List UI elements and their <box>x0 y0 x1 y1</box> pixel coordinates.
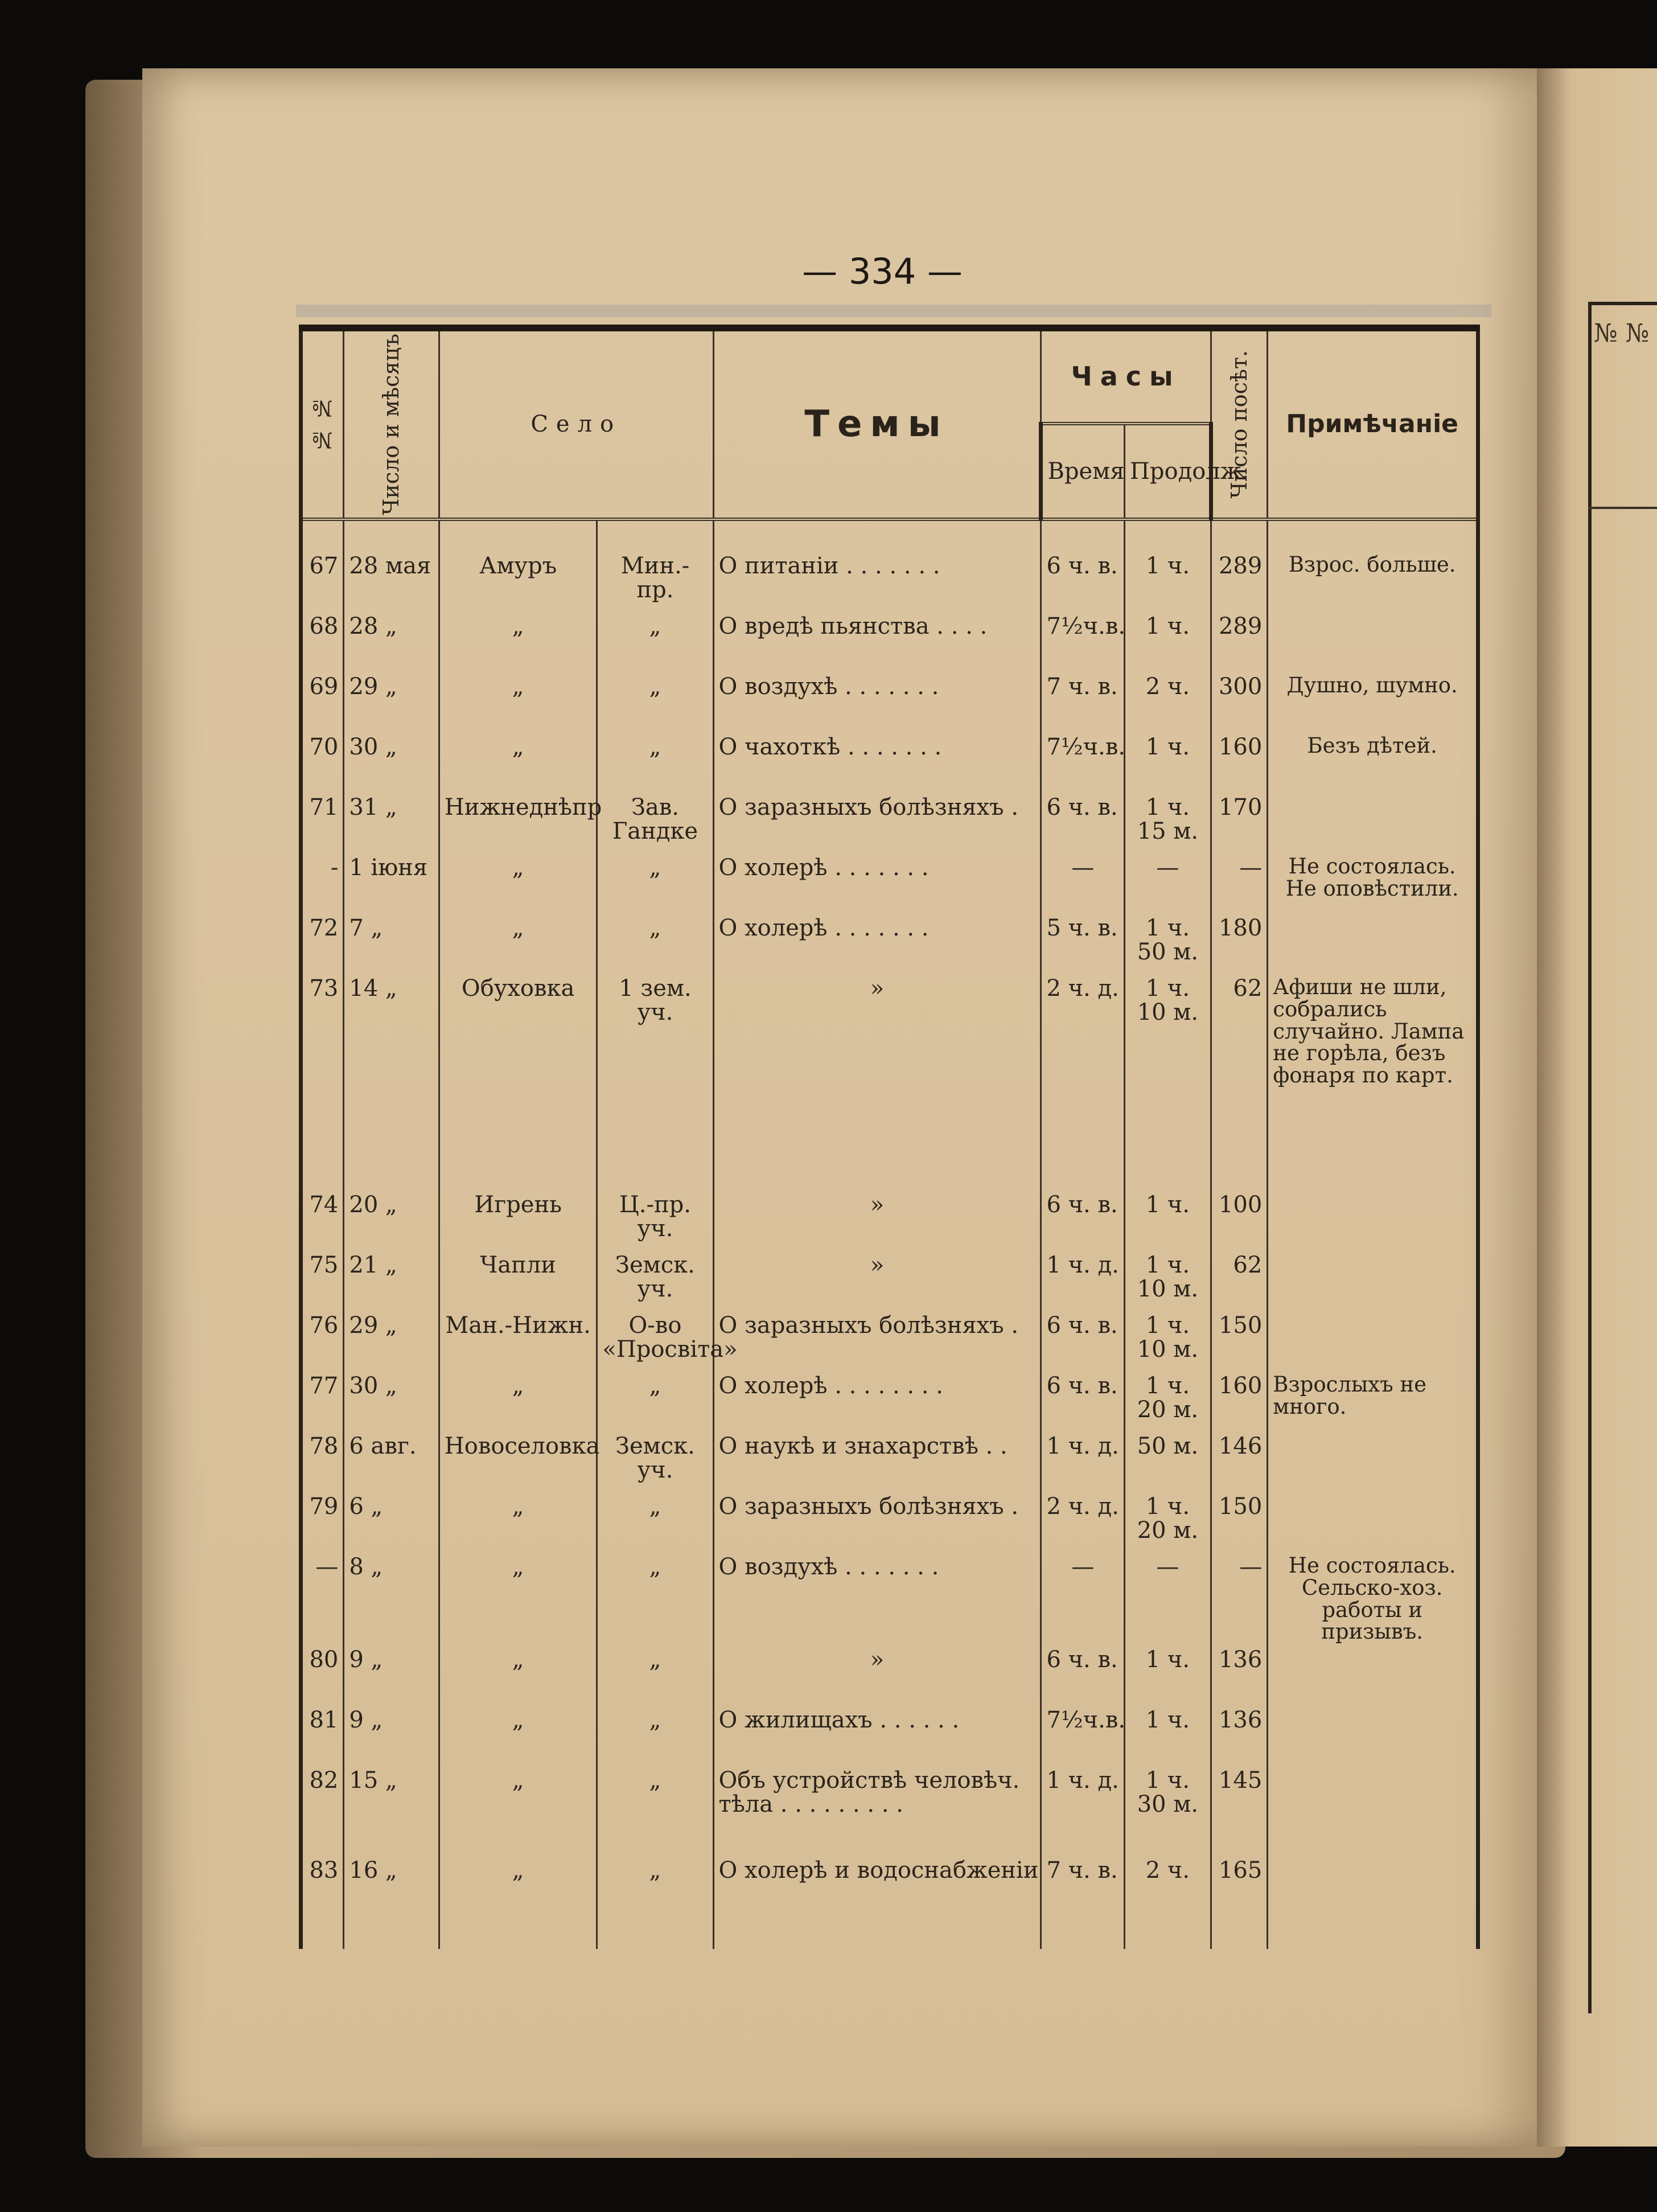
row-no: 69 <box>301 672 344 733</box>
row-place: „ <box>597 1766 713 1856</box>
row-date: 20 „ <box>344 1191 439 1251</box>
row-topic: » <box>713 974 1041 1191</box>
row-topic: О жилищахъ . . . . . . <box>713 1706 1041 1766</box>
row-note: Взрос. больше. <box>1268 519 1478 612</box>
row-note: Безъ дѣтей. <box>1268 733 1478 793</box>
facing-table-edge <box>1588 302 1657 2013</box>
row-topic: О чахоткѣ . . . . . . . <box>713 733 1041 793</box>
row-date: 8 „ <box>344 1553 439 1645</box>
row-time: 7 ч. в. <box>1041 1856 1125 1949</box>
col-header-visitors: Число посѣт. <box>1211 328 1267 519</box>
row-topic: О холерѣ . . . . . . . . <box>713 1372 1041 1432</box>
row-time: 7½ч.в. <box>1041 733 1125 793</box>
row-village: „ <box>439 1645 597 1706</box>
row-no: 76 <box>301 1311 344 1372</box>
row-date: 1 іюня <box>344 853 439 914</box>
row-duration: 1 ч. <box>1125 733 1211 793</box>
row-time: 6 ч. в. <box>1041 519 1125 612</box>
row-date: 14 „ <box>344 974 439 1191</box>
row-no: 68 <box>301 612 344 672</box>
row-time: 2 ч. д. <box>1041 1492 1125 1553</box>
table-row <box>301 612 1478 672</box>
row-duration: — <box>1125 1553 1211 1645</box>
table-row <box>301 672 1478 733</box>
row-time: — <box>1041 1553 1125 1645</box>
row-time: 6 ч. в. <box>1041 1645 1125 1706</box>
row-visitors: 289 <box>1211 519 1267 612</box>
row-duration: 1 ч. 15 м. <box>1125 793 1211 853</box>
row-date: 28 мая <box>344 519 439 612</box>
row-time: 6 ч. в. <box>1041 1191 1125 1251</box>
row-topic: О питаніи . . . . . . . <box>713 519 1041 612</box>
table-row <box>301 793 1478 853</box>
row-note <box>1268 793 1478 853</box>
row-visitors: 136 <box>1211 1645 1267 1706</box>
row-note <box>1268 1856 1478 1949</box>
row-time: 7½ч.в. <box>1041 612 1125 672</box>
table-row <box>301 974 1478 1191</box>
row-visitors: 165 <box>1211 1856 1267 1949</box>
row-no: 79 <box>301 1492 344 1553</box>
table-row <box>301 1432 1478 1492</box>
row-note <box>1268 1191 1478 1251</box>
row-no: 82 <box>301 1766 344 1856</box>
row-duration: 1 ч. <box>1125 612 1211 672</box>
row-place: О-во «Просвіта» <box>597 1311 713 1372</box>
row-visitors: — <box>1211 853 1267 914</box>
row-visitors: 62 <box>1211 1251 1267 1311</box>
row-time: 7½ч.в. <box>1041 1706 1125 1766</box>
row-place: Земск. уч. <box>597 1251 713 1311</box>
row-date: 31 „ <box>344 793 439 853</box>
row-village: „ <box>439 853 597 914</box>
row-topic: О заразныхъ болѣзняхъ . <box>713 1492 1041 1553</box>
row-place: „ <box>597 672 713 733</box>
row-date: 6 авг. <box>344 1432 439 1492</box>
row-visitors: 150 <box>1211 1311 1267 1372</box>
row-time: 6 ч. в. <box>1041 1311 1125 1372</box>
row-village: „ <box>439 1492 597 1553</box>
row-date: 30 „ <box>344 1372 439 1432</box>
row-topic: О холерѣ и водоснабженіи <box>713 1856 1041 1949</box>
row-date: 7 „ <box>344 914 439 974</box>
table-row <box>301 1645 1478 1706</box>
row-place: „ <box>597 1706 713 1766</box>
row-note: Не состоялась. Сельско-хоз. работы и призывъ. <box>1268 1553 1478 1645</box>
row-village: Новоселовка <box>439 1432 597 1492</box>
row-village: Чапли <box>439 1251 597 1311</box>
row-duration: 50 м. <box>1125 1432 1211 1492</box>
row-duration: 1 ч. 20 м. <box>1125 1372 1211 1432</box>
row-place: „ <box>597 612 713 672</box>
row-visitors: 180 <box>1211 914 1267 974</box>
row-village: Игрень <box>439 1191 597 1251</box>
col-header-topics: Темы <box>713 328 1041 519</box>
row-duration: 1 ч. 10 м. <box>1125 1311 1211 1372</box>
row-place: „ <box>597 1856 713 1949</box>
row-topic: О вредѣ пьянства . . . . <box>713 612 1041 672</box>
row-no: 78 <box>301 1432 344 1492</box>
row-village: „ <box>439 1856 597 1949</box>
row-visitors: 145 <box>1211 1766 1267 1856</box>
row-topic: О холерѣ . . . . . . . <box>713 853 1041 914</box>
row-place: „ <box>597 1645 713 1706</box>
col-header-note: Примѣчаніе <box>1268 328 1478 519</box>
row-duration: — <box>1125 853 1211 914</box>
table-row <box>301 1553 1478 1645</box>
row-note: Душно, шумно. <box>1268 672 1478 733</box>
table-row <box>301 1492 1478 1553</box>
row-date: 6 „ <box>344 1492 439 1553</box>
row-note: Не состоялась. Не оповѣстили. <box>1268 853 1478 914</box>
row-duration: 1 ч. 10 м. <box>1125 1251 1211 1311</box>
row-topic: » <box>713 1191 1041 1251</box>
table-row <box>301 914 1478 974</box>
row-place: „ <box>597 1372 713 1432</box>
row-village: Амуръ <box>439 519 597 612</box>
table-row <box>301 1372 1478 1432</box>
row-time: — <box>1041 853 1125 914</box>
row-topic: О заразныхъ болѣзняхъ . <box>713 793 1041 853</box>
table-row <box>301 733 1478 793</box>
row-duration: 1 ч. <box>1125 1706 1211 1766</box>
bleed-through-rule <box>296 305 1491 317</box>
row-visitors: 136 <box>1211 1706 1267 1766</box>
row-visitors: 100 <box>1211 1191 1267 1251</box>
row-place: „ <box>597 1492 713 1553</box>
row-no: 74 <box>301 1191 344 1251</box>
row-place: „ <box>597 733 713 793</box>
row-place: „ <box>597 853 713 914</box>
row-visitors: — <box>1211 1553 1267 1645</box>
table-row <box>301 1856 1478 1949</box>
facing-table-rule <box>1588 507 1657 509</box>
row-place: Ц.-пр. уч. <box>597 1191 713 1251</box>
row-village: „ <box>439 1706 597 1766</box>
row-duration: 1 ч. 10 м. <box>1125 974 1211 1191</box>
col-header-duration: Продолж. <box>1125 424 1211 519</box>
row-place: „ <box>597 1553 713 1645</box>
row-note <box>1268 1645 1478 1706</box>
row-note <box>1268 1706 1478 1766</box>
row-time: 5 ч. в. <box>1041 914 1125 974</box>
row-topic: » <box>713 1251 1041 1311</box>
row-village: Ман.-Нижн. <box>439 1311 597 1372</box>
table-row <box>301 1766 1478 1856</box>
row-place: „ <box>597 914 713 974</box>
row-duration: 1 ч. <box>1125 1191 1211 1251</box>
row-visitors: 150 <box>1211 1492 1267 1553</box>
row-note <box>1268 1251 1478 1311</box>
col-header-village: Село <box>439 328 713 519</box>
row-no: 72 <box>301 914 344 974</box>
row-time: 7 ч. в. <box>1041 672 1125 733</box>
row-no: 77 <box>301 1372 344 1432</box>
row-topic: О воздухѣ . . . . . . . <box>713 672 1041 733</box>
row-visitors: 146 <box>1211 1432 1267 1492</box>
row-topic: Объ устройствѣ человѣч. тѣла . . . . . . . . . <box>713 1766 1041 1856</box>
row-note <box>1268 1766 1478 1856</box>
row-visitors: 160 <box>1211 1372 1267 1432</box>
row-topic: О холерѣ . . . . . . . <box>713 914 1041 974</box>
row-village: „ <box>439 612 597 672</box>
row-place: 1 зем. уч. <box>597 974 713 1191</box>
row-place: Земск. уч. <box>597 1432 713 1492</box>
row-village: „ <box>439 1553 597 1645</box>
row-date: 9 „ <box>344 1706 439 1766</box>
lecture-table <box>299 325 1480 1949</box>
row-date: 15 „ <box>344 1766 439 1856</box>
row-no: 81 <box>301 1706 344 1766</box>
row-date: 29 „ <box>344 672 439 733</box>
table-row <box>301 1251 1478 1311</box>
row-visitors: 170 <box>1211 793 1267 853</box>
row-no: 75 <box>301 1251 344 1311</box>
row-date: 29 „ <box>344 1311 439 1372</box>
row-time: 6 ч. в. <box>1041 793 1125 853</box>
row-no: 71 <box>301 793 344 853</box>
row-date: 21 „ <box>344 1251 439 1311</box>
row-date: 9 „ <box>344 1645 439 1706</box>
row-note: Взрослыхъ не много. <box>1268 1372 1478 1432</box>
row-date: 28 „ <box>344 612 439 672</box>
row-duration: 1 ч. <box>1125 1645 1211 1706</box>
row-visitors: 300 <box>1211 672 1267 733</box>
row-duration: 1 ч. 50 м. <box>1125 914 1211 974</box>
col-header-date: Число и мѣсяцъ <box>344 328 439 519</box>
row-time: 1 ч. д. <box>1041 1432 1125 1492</box>
table-row <box>301 1311 1478 1372</box>
row-date: 30 „ <box>344 733 439 793</box>
table-row <box>301 1191 1478 1251</box>
row-no: 83 <box>301 1856 344 1949</box>
table-row <box>301 853 1478 914</box>
row-visitors: 289 <box>1211 612 1267 672</box>
row-topic: О наукѣ и знахарствѣ . . <box>713 1432 1041 1492</box>
page-number: — 334 — <box>802 251 963 292</box>
row-visitors: 62 <box>1211 974 1267 1191</box>
row-time: 1 ч. д. <box>1041 1766 1125 1856</box>
row-place: Зав. Гандке <box>597 793 713 853</box>
row-duration: 2 ч. <box>1125 1856 1211 1949</box>
row-village: „ <box>439 1766 597 1856</box>
row-note <box>1268 1432 1478 1492</box>
row-no: 67 <box>301 519 344 612</box>
row-date: 16 „ <box>344 1856 439 1949</box>
row-village: „ <box>439 672 597 733</box>
col-header-no: № № <box>301 328 344 519</box>
row-no: 70 <box>301 733 344 793</box>
row-no: - <box>301 853 344 914</box>
table-row <box>301 519 1478 612</box>
row-duration: 1 ч. 30 м. <box>1125 1766 1211 1856</box>
col-header-time: Время <box>1041 424 1125 519</box>
row-no: — <box>301 1553 344 1645</box>
row-time: 2 ч. д. <box>1041 974 1125 1191</box>
row-duration: 2 ч. <box>1125 672 1211 733</box>
row-village: „ <box>439 914 597 974</box>
row-village: „ <box>439 733 597 793</box>
row-visitors: 160 <box>1211 733 1267 793</box>
facing-table-header: № № <box>1594 319 1650 348</box>
row-note <box>1268 612 1478 672</box>
row-place: Мин.-пр. <box>597 519 713 612</box>
row-duration: 1 ч. <box>1125 519 1211 612</box>
row-note: Афиши не шли, собрались случайно. Лампа не горѣла, безъ фонаря по карт. <box>1268 974 1478 1191</box>
row-village: Нижнеднѣпр <box>439 793 597 853</box>
row-village: Обуховка <box>439 974 597 1191</box>
row-village: „ <box>439 1372 597 1432</box>
row-no: 80 <box>301 1645 344 1706</box>
row-no: 73 <box>301 974 344 1191</box>
row-note <box>1268 914 1478 974</box>
row-topic: » <box>713 1645 1041 1706</box>
row-duration: 1 ч. 20 м. <box>1125 1492 1211 1553</box>
row-topic: О заразныхъ болѣзняхъ . <box>713 1311 1041 1372</box>
row-time: 6 ч. в. <box>1041 1372 1125 1432</box>
row-note <box>1268 1311 1478 1372</box>
row-note <box>1268 1492 1478 1553</box>
row-topic: О воздухѣ . . . . . . . <box>713 1553 1041 1645</box>
table-row <box>301 1706 1478 1766</box>
col-header-hours: Часы <box>1041 328 1211 424</box>
row-time: 1 ч. д. <box>1041 1251 1125 1311</box>
